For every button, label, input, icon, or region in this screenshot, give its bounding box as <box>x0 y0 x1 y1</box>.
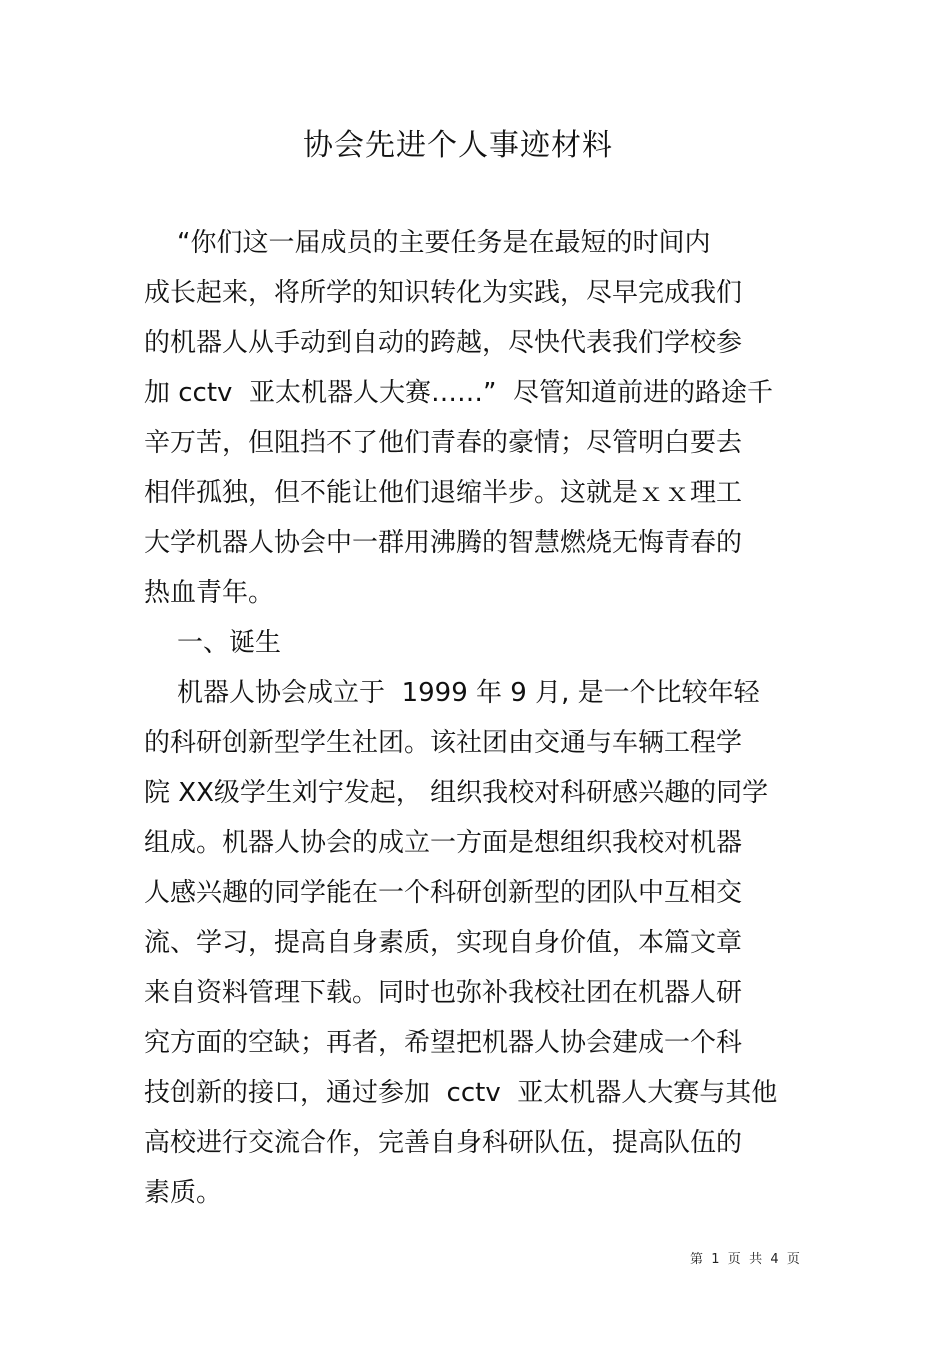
paragraph-line: 素质。 <box>144 1178 223 1208</box>
paragraph-line: 的机器人从手动到自动的跨越，尽快代表我们学校参 <box>144 328 743 358</box>
paragraph-line: 机器人协会成立于 1999 年 9 月, 是一个比较年轻 <box>144 678 760 708</box>
paragraph-line: “你们这一届成员的主要任务是在最短的时间内 <box>144 228 711 258</box>
paragraph-line: 成长起来，将所学的知识转化为实践，尽早完成我们 <box>144 278 743 308</box>
paragraph-line: 的科研创新型学生社团。该社团由交通与车辆工程学 <box>144 728 743 758</box>
paragraph-line: 热血青年。 <box>144 578 275 608</box>
paragraph-line: 人感兴趣的同学能在一个科研创新型的团队中互相交 <box>144 878 743 908</box>
paragraph-line: 辛万苦，但阻挡不了他们青春的豪情；尽管明白要去 <box>144 428 743 458</box>
paragraph-line: 组成。机器人协会的成立一方面是想组织我校对机器 <box>144 828 743 858</box>
paragraph-line: 加 cctv 亚太机器人大赛……” 尽管知道前进的路途千 <box>144 378 773 408</box>
paragraph-line: 技创新的接口，通过参加 cctv 亚太机器人大赛与其他 <box>144 1078 778 1108</box>
paragraph-line: 高校进行交流合作，完善自身科研队伍，提高队伍的 <box>144 1128 743 1158</box>
page-number: 第 1 页 共 4 页 <box>690 1252 800 1267</box>
paragraph-line: 来自资料管理下载。同时也弥补我校社团在机器人研 <box>144 978 743 1008</box>
section-heading: 一、诞生 <box>144 628 282 658</box>
paragraph-line: 院 XX级学生刘宁发起， 组织我校对科研感兴趣的同学 <box>144 778 769 808</box>
paragraph-line: 大学机器人协会中一群用沸腾的智慧燃烧无悔青春的 <box>144 528 743 558</box>
paragraph-line: 究方面的空缺；再者，希望把机器人协会建成一个科 <box>144 1028 743 1058</box>
document-title: 协会先进个人事迹材料 <box>303 128 613 163</box>
paragraph-line: 相伴孤独，但不能让他们退缩半步。这就是ｘｘ理工 <box>144 478 743 508</box>
paragraph-line: 流、学习，提高自身素质，实现自身价值，本篇文章 <box>144 928 743 958</box>
